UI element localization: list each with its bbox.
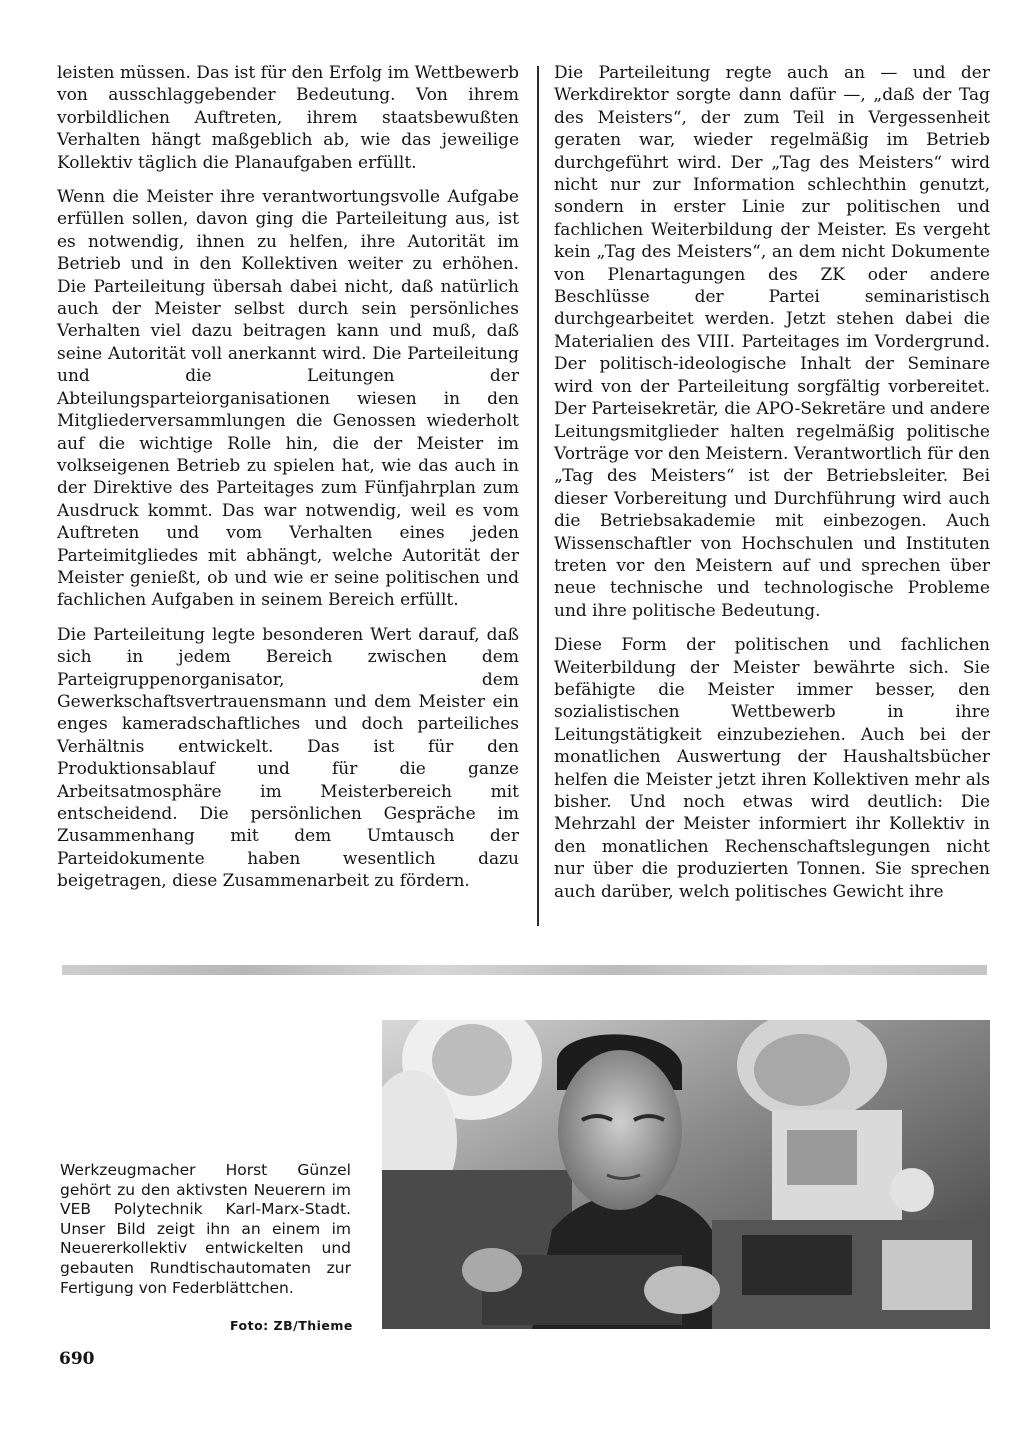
left-text-column — [57, 62, 519, 893]
photo-credit: Foto: ZB/Thieme — [230, 1318, 353, 1333]
column-divider — [537, 66, 539, 926]
paragraph: Die Parteileitung regte auch an — und der Werkdirektor sorgte dann dafür —, „daß der Tag des Meisters“, der zum Teil in Vergessenheit geraten war, wieder regelmäßig im Betrieb durchgeführt wird. Der „Tag des Meisters“ wird nicht nur zur Information schlechthin genutzt, sondern in erster Linie zur politischen und fachlichen Weiterbildung der Meister. Es vergeht kein „Tag des Meisters“, an dem nicht Dokumente von Plenartagungen des ZK oder andere Beschlüsse der Partei seminaristisch durchgearbeitet werden. Jetzt stehen dabei die Materialien des VIII. Parteitages im Vordergrund. Der politisch-ideologische Inhalt der Seminare wird von der Parteileitung sorgfältig vorbereitet. Der Parteisekretär, die APO-Sekretäre und andere Leitungsmitglieder halten regelmäßig politische Vorträge vor den Meistern. Verantwortlich für den „Tag des Meisters“ ist der Betriebsleiter. Bei dieser Vorbereitung und Durchführung wird auch die Betriebsakademie mit einbezogen. Auch Wissenschaftler von Hochschulen und Instituten treten vor den Meistern auf und sprechen über neue technische und technologische Probleme und ihre politische Bedeutung. — [554, 63, 990, 621]
photo-worker-at-machine — [382, 1020, 990, 1329]
page-number: 690 — [59, 1349, 95, 1369]
paragraph: Diese Form der politischen und fachlichen Weiterbildung der Meister bewährte sich. Sie befähigte die Meister immer besser, den sozialistischen Wettbewerb in ihre Leitungstätigkeit einzubeziehen. Auch bei der monatlichen Auswertung der Haushaltsbücher helfen die Meister jetzt ihren Kollektiven mehr als bisher. Und noch etwas wird deutlich: Die Mehrzahl der Meister informiert ihr Kollektiv in den monatlichen Rechenschaftslegungen nicht nur über die produzierten Tonnen. Sie sprechen auch darüber, welch politisches Gewicht ihre — [554, 635, 990, 902]
paragraph: Die Parteileitung legte besonderen Wert darauf, daß sich in jedem Bereich zwischen dem Parteigruppenorganisator, dem Gewerkschaftsvertrauensmann und dem Meister ein enges kameradschaftliches und doch parteiliches Verhältnis entwickelt. Das ist für den Produktionsablauf und für die ganze Arbeitsatmosphäre im Meisterbereich mit entscheidend. Die persönlichen Gespräche im Zusammenhang mit dem Umtausch der Parteidokumente haben wesentlich dazu beigetragen, diese Zusammenarbeit zu fördern. — [57, 624, 519, 892]
paragraph: Wenn die Meister ihre verantwortungsvolle Aufgabe erfüllen sollen, davon ging die Parteileitung aus, ist es notwendig, ihnen zu helfen, ihre Autorität im Betrieb und in den Kollektiven weiter zu erhöhen. Die Parteileitung übersah dabei nicht, daß natürlich auch der Meister selbst durch sein persönliches Verhalten viel dazu beitragen kann und muß, daß seine Autorität voll anerkannt wird. Die Parteileitung und die Leitungen der Abteilungsparteiorganisationen wiesen in den Mitgliederversammlungen die Genossen wiederholt auf die wichtige Rolle hin, die der Meister im volkseigenen Betrieb zu spielen hat, wie das auch in der Direktive des Parteitages zum Fünfjahrplan zum Ausdruck kommt. Das war notwendig, weil es vom Auftreten und vom Verhalten eines jeden Parteimitgliedes mit abhängt, welche Autorität der Meister genießt, ob und wie er seine politischen und fachlichen Aufgaben in seinem Bereich erfüllt. — [57, 187, 519, 611]
photo-caption: Werkzeugmacher Horst Günzel gehört zu den aktivsten Neuerern im VEB Polytechnik Karl-Marx-Stadt. Unser Bild zeigt ihn an einem im Neuererkollektiv entwickelten und gebauten Rundtischautomaten zur Fertigung von Federblättchen. — [60, 1161, 351, 1297]
paragraph: leisten müssen. Das ist für den Erfolg im Wettbewerb von ausschlaggebender Bedeutung. Von ihrem vorbildlichen Auftreten, ihrem staatsbewußten Verhalten hängt maßgeblich ab, wie das jeweilige Kollektiv täglich die Planaufgaben erfüllt. — [57, 63, 519, 173]
section-divider — [62, 965, 987, 975]
right-text-column — [554, 62, 990, 903]
